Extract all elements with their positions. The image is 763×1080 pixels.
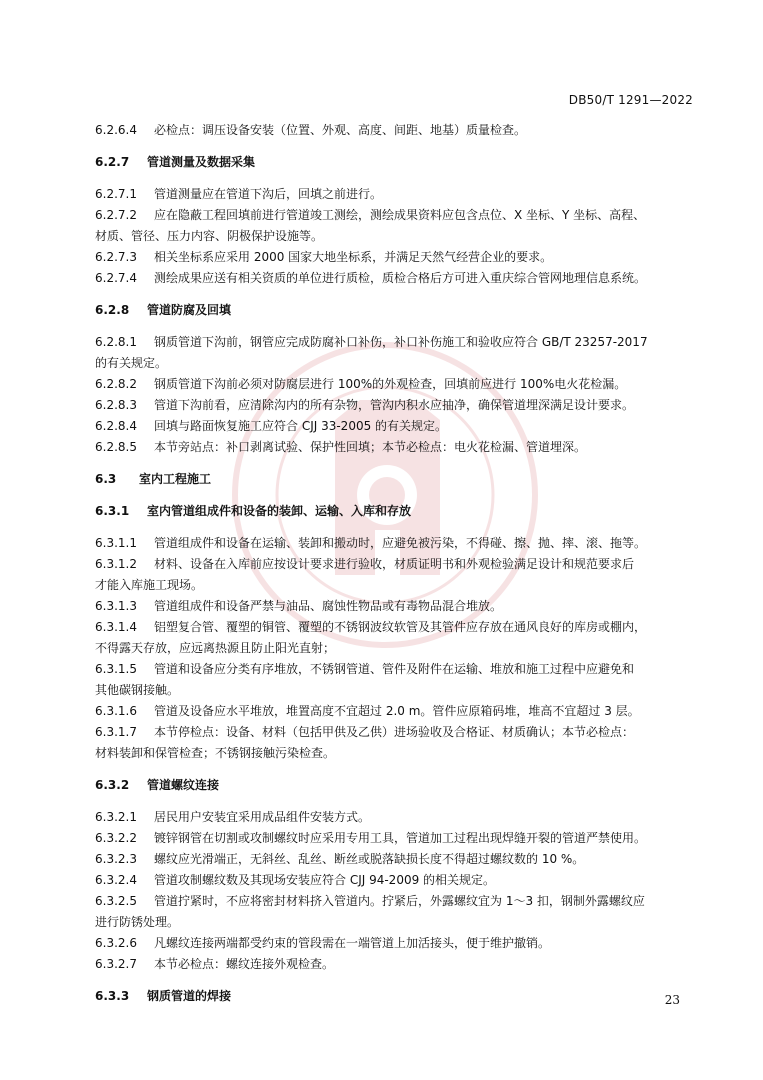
clause-6-3-2-5: 6.3.2.5 管道拧紧时，不应将密封材料挤入管道内。拧紧后，外露螺纹宜为 1～3 扣，钢制外露螺纹应: [95, 894, 645, 908]
clause-6-3-1-4-continued: 不得露天存放，应远离热源且防止阳光直射；: [95, 641, 336, 655]
clause-6-3-2-2: 6.3.2.2 镀锌钢管在切割或攻制螺纹时应采用专用工具，管道加工过程出现焊缝开裂的管道严禁使用。: [95, 831, 647, 845]
clause-6-3-1-3: 6.3.1.3 管道组成件和设备严禁与油品、腐蚀性物品或有毒物品混合堆放。: [95, 599, 503, 613]
clause-6-3-2-7: 6.3.2.7 本节必检点：螺纹连接外观检查。: [95, 957, 335, 971]
clause-6-2-7-1: 6.2.7.1 管道测量应在管道下沟后，回填之前进行。: [95, 187, 383, 201]
clause-6-3-1-2-continued: 才能入库施工现场。: [95, 578, 204, 592]
clause-6-3-1-7: 6.3.1.7 本节停检点：设备、材料（包括甲供及乙供）进场验收及合格证、材质确认；本节必检点：: [95, 725, 635, 739]
section-heading-6-3-2: 6.3.2 管道螺纹连接: [95, 778, 220, 792]
page-number: 23: [664, 993, 680, 1007]
clause-6-3-2-3: 6.3.2.3 螺纹应光滑端正，无斜丝、乱丝、断丝或脱落缺损长度不得超过螺纹数的 10 %。: [95, 852, 585, 866]
clause-6-3-2-4: 6.3.2.4 管道攻制螺纹数及其现场安装应符合 CJJ 94-2009 的相关规定。: [95, 873, 496, 887]
clause-6-2-8-4: 6.2.8.4 回填与路面恢复施工应符合 CJJ 33-2005 的有关规定。: [95, 419, 448, 433]
clause-6-2-7-4: 6.2.7.4 测绘成果应送有相关资质的单位进行质检，质检合格后方可进入重庆综合管网地理信息系统。: [95, 271, 647, 285]
clause-6-2-7-3: 6.2.7.3 相关坐标系应采用 2000 国家大地坐标系，并满足天然气经营企业的要求。: [95, 250, 553, 264]
clause-6-2-8-1-continued: 的有关规定。: [95, 356, 168, 370]
clause-6-3-2-6: 6.3.2.6 凡螺纹连接两端都受约束的管段需在一端管道上加活接头，便于维护撤销。: [95, 936, 551, 950]
section-heading-6-3-1: 6.3.1 室内管道组成件和设备的装卸、运输、入库和存放: [95, 504, 412, 518]
section-heading-6-2-8: 6.2.8 管道防腐及回填: [95, 303, 232, 317]
clause-6-2-8-5: 6.2.8.5 本节旁站点：补口剥离试验、保护性回填；本节必检点：电火花检漏、管道埋深。: [95, 440, 587, 454]
document-body: [95, 120, 695, 1007]
clause-6-2-7-2-continued: 材质、管径、压力内容、阴极保护设施等。: [95, 229, 324, 243]
section-heading-6-2-7: 6.2.7 管道测量及数据采集: [95, 155, 256, 169]
clause-6-2-8-3: 6.2.8.3 管道下沟前看，应清除沟内的所有杂物，管沟内积水应抽净，确保管道埋深满足设计要求。: [95, 398, 635, 412]
clause-6-3-1-1: 6.3.1.1 管道组成件和设备在运输、装卸和搬动时，应避免被污染，不得碰、擦、抛、摔、滚、拖等。: [95, 536, 647, 550]
clause-6-3-1-5: 6.3.1.5 管道和设备应分类有序堆放，不锈钢管道、管件及附件在运输、堆放和施工过程中应避免和: [95, 662, 635, 676]
clause-6-3-2-1: 6.3.2.1 居民用户安装宜采用成品组件安装方式。: [95, 810, 371, 824]
clause-6-3-1-4: 6.3.1.4 铝塑复合管、覆塑的铜管、覆塑的不锈钢波纹软管及其管件应存放在通风良好的库房或棚内，: [95, 620, 647, 634]
clause-6-2-8-1: 6.2.8.1 钢质管道下沟前，钢管应完成防腐补口补伤，补口补伤施工和验收应符合 GB/T 23257-2017: [95, 335, 648, 349]
clause-6-2-8-2: 6.2.8.2 钢质管道下沟前必须对防腐层进行 100%的外观检查，回填前应进行 100%电火花检漏。: [95, 377, 627, 391]
clause-6-3-1-2: 6.3.1.2 材料、设备在入库前应按设计要求进行验收，材质证明书和外观检验满足设计和规范要求后: [95, 557, 635, 571]
clause-6-3-2-5-continued: 进行防锈处理。: [95, 915, 180, 929]
clause-6-3-1-5-continued: 其他碳钢接触。: [95, 683, 180, 697]
document-code: DB50/T 1291—2022: [568, 93, 693, 107]
clause-6-2-7-2: 6.2.7.2 应在隐蔽工程回填前进行管道竣工测绘，测绘成果资料应包含点位、X 坐标、Y 坐标、高程、: [95, 208, 646, 222]
clause-6-3-1-7-continued: 材料装卸和保管检查；不锈钢接触污染检查。: [95, 746, 336, 760]
section-heading-6-3: 6.3 室内工程施工: [95, 472, 212, 486]
section-heading-6-3-3: 6.3.3 钢质管道的焊接: [95, 989, 232, 1003]
clause-6-3-1-6: 6.3.1.6 管道及设备应水平堆放，堆置高度不宜超过 2.0 m。管件应原箱码堆，堆高不宜超过 3 层。: [95, 704, 640, 718]
clause-6-2-6-4: 6.2.6.4 必检点：调压设备安装（位置、外观、高度、间距、地基）质量检查。: [95, 123, 527, 137]
